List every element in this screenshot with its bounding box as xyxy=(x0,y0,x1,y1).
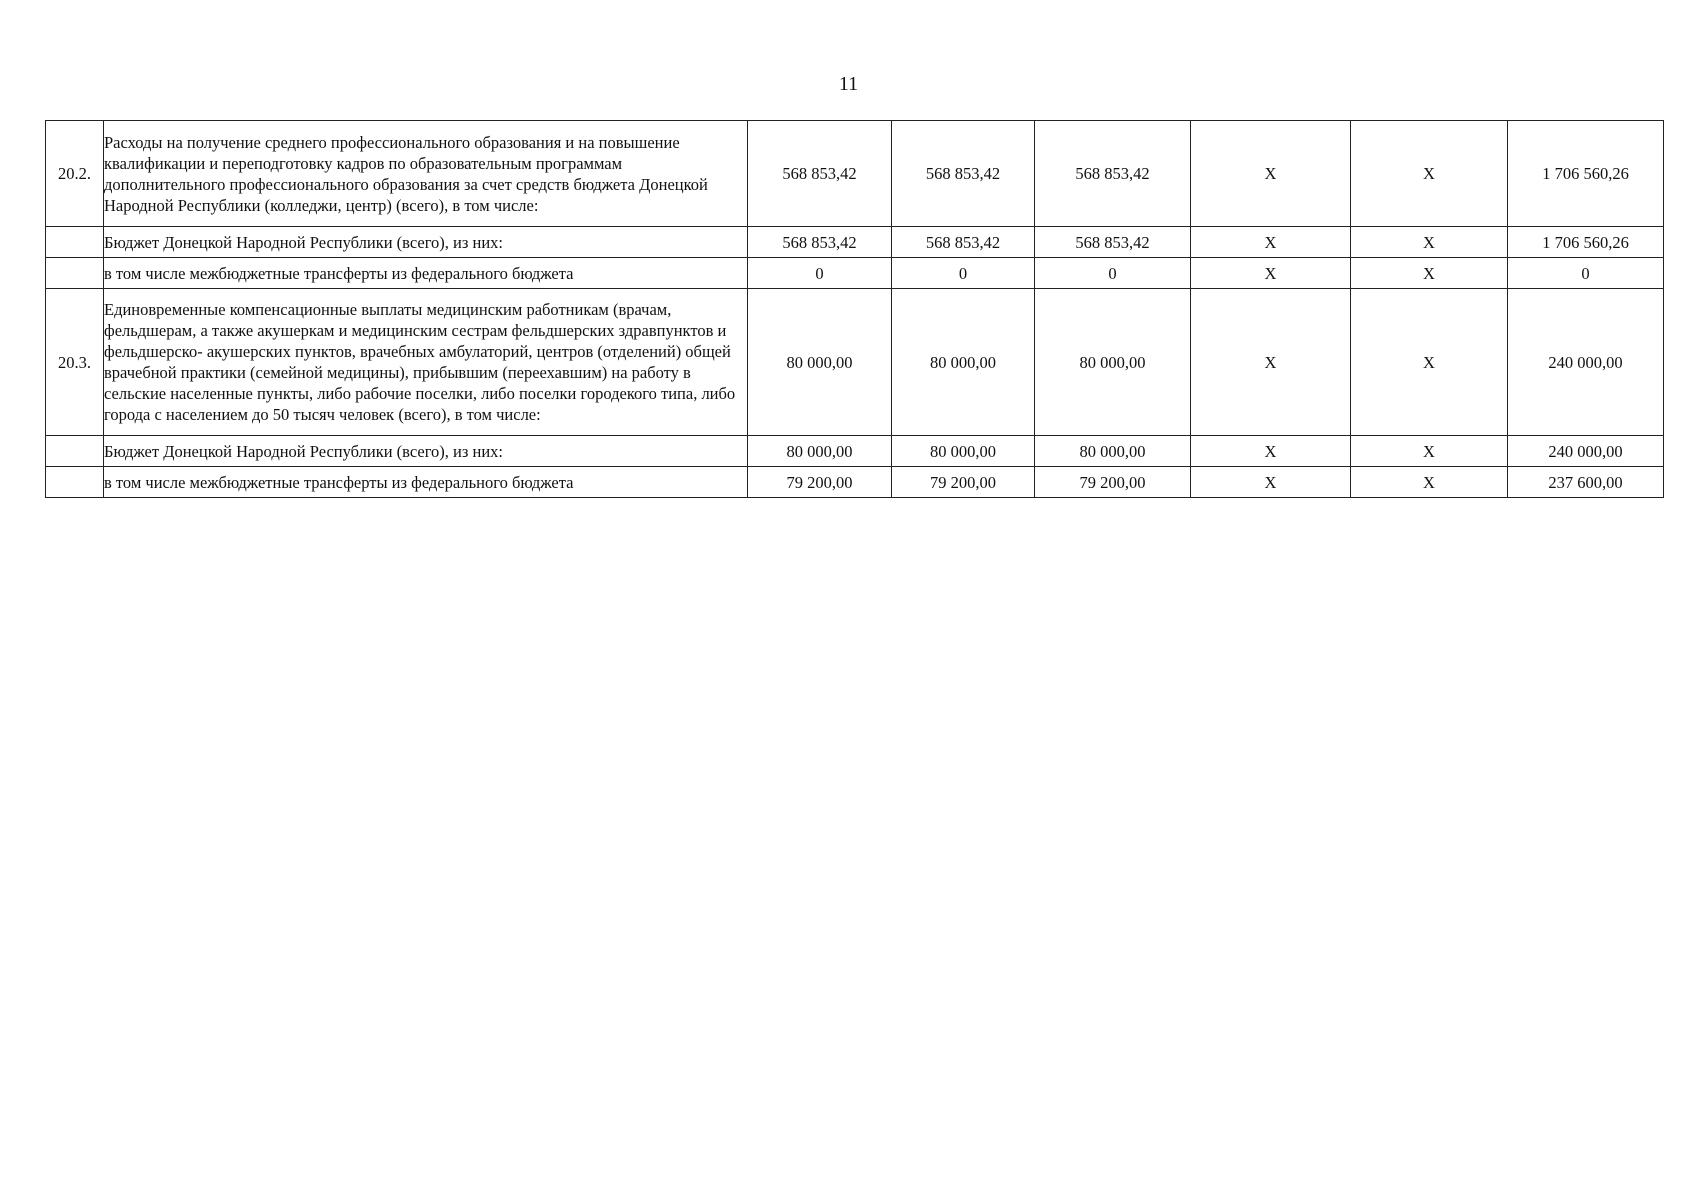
total-value: 237 600,00 xyxy=(1508,467,1664,498)
row-description: в том числе межбюджетные трансферты из федерального бюджета xyxy=(104,258,748,289)
year-1-value: 568 853,42 xyxy=(748,227,892,258)
year-4-value: Х xyxy=(1191,121,1351,227)
year-2-value: 80 000,00 xyxy=(892,289,1035,436)
table-row xyxy=(46,258,1664,289)
total-value: 0 xyxy=(1508,258,1664,289)
year-2-value: 568 853,42 xyxy=(892,227,1035,258)
year-5-value: Х xyxy=(1351,289,1508,436)
table-row xyxy=(46,436,1664,467)
row-number: 20.2. xyxy=(46,121,104,227)
row-description: в том числе межбюджетные трансферты из федерального бюджета xyxy=(104,467,748,498)
page-number: 11 xyxy=(838,73,859,95)
year-1-value: 80 000,00 xyxy=(748,289,892,436)
table-row xyxy=(46,227,1664,258)
year-1-value: 0 xyxy=(748,258,892,289)
year-4-value: Х xyxy=(1191,436,1351,467)
budget-table xyxy=(45,120,1664,498)
year-5-value: Х xyxy=(1351,258,1508,289)
table-row xyxy=(46,289,1664,436)
year-3-value: 80 000,00 xyxy=(1035,289,1191,436)
year-2-value: 79 200,00 xyxy=(892,467,1035,498)
row-number xyxy=(46,467,104,498)
total-value: 1 706 560,26 xyxy=(1508,227,1664,258)
year-1-value: 80 000,00 xyxy=(748,436,892,467)
year-5-value: Х xyxy=(1351,227,1508,258)
year-4-value: Х xyxy=(1191,227,1351,258)
year-5-value: Х xyxy=(1351,467,1508,498)
total-value: 1 706 560,26 xyxy=(1508,121,1664,227)
row-number xyxy=(46,436,104,467)
year-1-value: 79 200,00 xyxy=(748,467,892,498)
year-2-value: 80 000,00 xyxy=(892,436,1035,467)
year-1-value: 568 853,42 xyxy=(748,121,892,227)
row-description: Единовременные компенсационные выплаты медицинским работникам (врачам, фельдшерам, а также акушеркам и медицинским сестрам фельдшерских здравпунктов и фельдшерско- акушерских пунктов, врачебных амбулаторий, центров (отделений) общей врачебной практики (семейной медицины), прибывшим (переехавшим) на работу в сельские населенные пункты, либо рабочие поселки, либо поселки городекого типа, либо города с населением до 50 тысяч человек (всего), в том числе: xyxy=(104,289,748,436)
year-4-value: Х xyxy=(1191,289,1351,436)
table-row xyxy=(46,121,1664,227)
year-3-value: 568 853,42 xyxy=(1035,121,1191,227)
row-description: Бюджет Донецкой Народной Республики (всего), из них: xyxy=(104,436,748,467)
year-3-value: 568 853,42 xyxy=(1035,227,1191,258)
year-2-value: 0 xyxy=(892,258,1035,289)
year-5-value: Х xyxy=(1351,436,1508,467)
row-description: Расходы на получение среднего профессионального образования и на повышение квалификации и переподготовку кадров по образовательным программам дополнительного профессионального образования за счет средств бюджета Донецкой Народной Республики (колледжи, центр) (всего), в том числе: xyxy=(104,121,748,227)
year-3-value: 80 000,00 xyxy=(1035,436,1191,467)
table-row xyxy=(46,467,1664,498)
year-3-value: 0 xyxy=(1035,258,1191,289)
row-number xyxy=(46,258,104,289)
year-3-value: 79 200,00 xyxy=(1035,467,1191,498)
year-4-value: Х xyxy=(1191,467,1351,498)
row-number: 20.3. xyxy=(46,289,104,436)
total-value: 240 000,00 xyxy=(1508,436,1664,467)
year-2-value: 568 853,42 xyxy=(892,121,1035,227)
total-value: 240 000,00 xyxy=(1508,289,1664,436)
row-number xyxy=(46,227,104,258)
year-4-value: Х xyxy=(1191,258,1351,289)
row-description: Бюджет Донецкой Народной Республики (всего), из них: xyxy=(104,227,748,258)
year-5-value: Х xyxy=(1351,121,1508,227)
